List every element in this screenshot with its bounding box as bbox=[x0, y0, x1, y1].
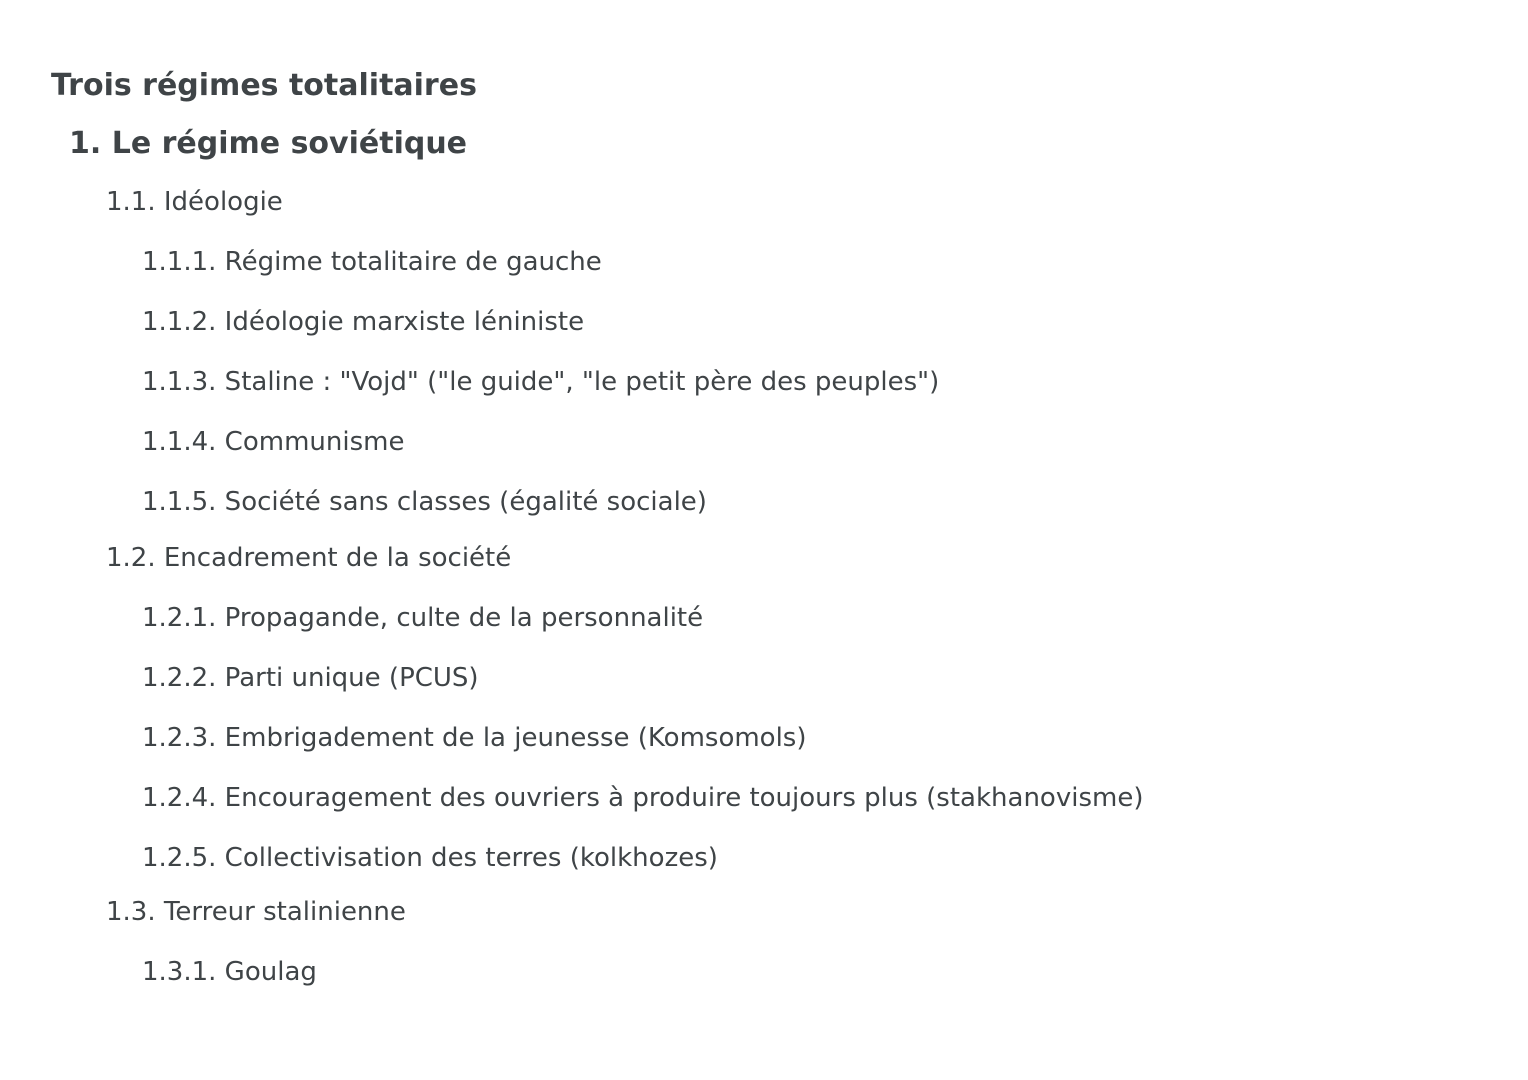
outline-item-1-1-1: 1.1.1. Régime totalitaire de gauche bbox=[142, 247, 602, 277]
outline-item-1-2-3: 1.2.3. Embrigadement de la jeunesse (Komsomols) bbox=[142, 723, 807, 753]
outline-item-1-2-1: 1.2.1. Propagande, culte de la personnalité bbox=[142, 603, 704, 633]
outline-item-1-1-3: 1.1.3. Staline : "Vojd" ("le guide", "le petit père des peuples") bbox=[142, 367, 940, 397]
subsection-heading-1-3: 1.3. Terreur stalinienne bbox=[106, 897, 406, 927]
subsection-heading-1-1: 1.1. Idéologie bbox=[106, 187, 283, 217]
outline-item-1-1-2: 1.1.2. Idéologie marxiste léniniste bbox=[142, 307, 585, 337]
document-title: Trois régimes totalitaires bbox=[51, 68, 477, 103]
outline-item-1-2-4: 1.2.4. Encouragement des ouvriers à produire toujours plus (stakhanovisme) bbox=[142, 783, 1144, 813]
outline-item-1-3-1: 1.3.1. Goulag bbox=[142, 957, 317, 987]
subsection-heading-1-2: 1.2. Encadrement de la société bbox=[106, 543, 512, 573]
outline-item-1-2-2: 1.2.2. Parti unique (PCUS) bbox=[142, 663, 479, 693]
section-heading-1: 1. Le régime soviétique bbox=[69, 126, 468, 161]
outline-item-1-2-5: 1.2.5. Collectivisation des terres (kolkhozes) bbox=[142, 843, 718, 873]
outline-item-1-1-4: 1.1.4. Communisme bbox=[142, 427, 405, 457]
outline-item-1-1-5: 1.1.5. Société sans classes (égalité sociale) bbox=[142, 487, 707, 517]
